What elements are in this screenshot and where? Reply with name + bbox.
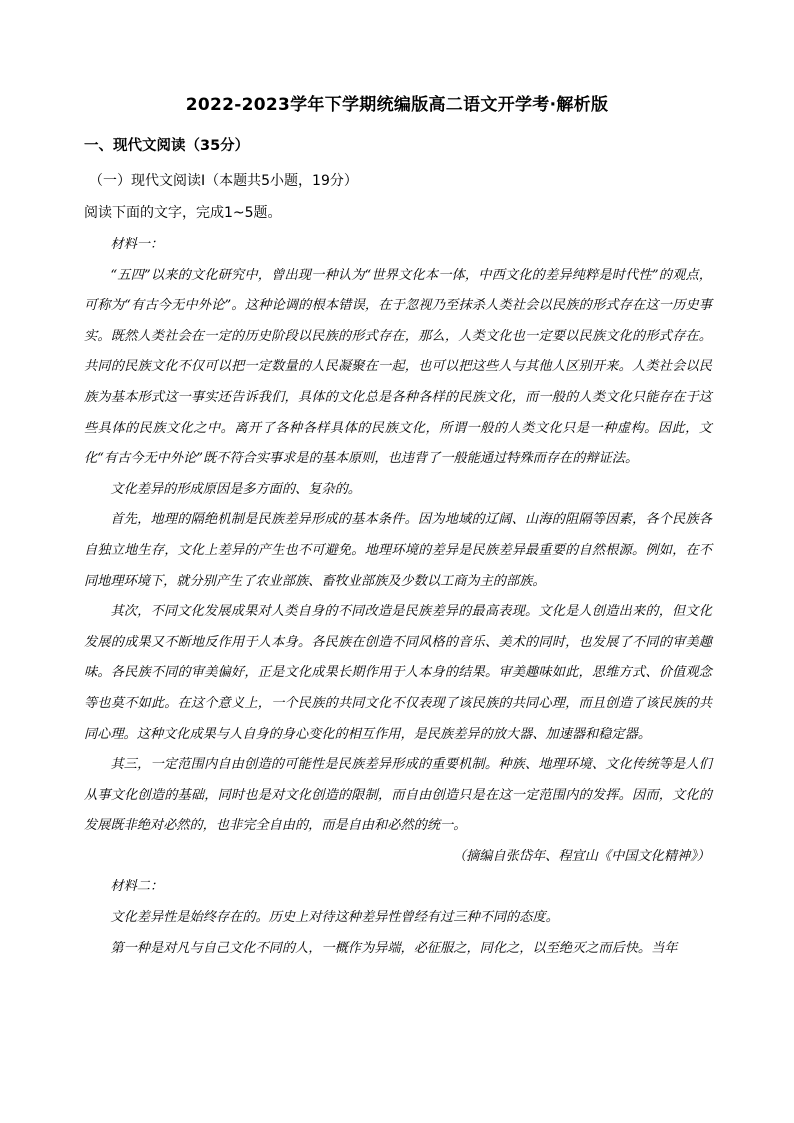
material-one-source: （摘编自张岱年、程宜山《中国文化精神》） [452,848,710,864]
material-two-paragraph-1: 文化差异性是始终存在的。历史上对待这种差异性曾经有过三种不同的态度。 [110,910,559,926]
reading-instruction: 阅读下面的文字，完成1~5题。 [84,205,282,221]
reading-passage [84,230,712,964]
material-one-paragraph-2: 文化差异的形成原因是多方面的、复杂的。 [110,481,361,497]
material-two-label: 材料二： [110,879,164,895]
material-one-paragraph-1: “五四”以来的文化研究中，曾出现一种认为“世界文化本一体，中西文化的差异纯粹是时代性”的观点，可称为“有古今无中外论”。这种论调的根本错误，在于忽视乃至抹杀人类社会以民族的形式存在这一历史事实。既然人类社会在一定的历史阶段以民族的形式存在，那么，人类文化也一定要以民族文化的形式存在。共同的民族文化不仅可以把一定数量的人民凝聚在一起，也可以把这些人与其他人区别开来。人类社会以民族为基本形式这一事实还告诉我们，具体的文化总是各种各样的民族文化，而一般的人类文化只能存在于这些具体的民族文化之中。离开了各种各样具体的民族文化，所谓一般的人类文化只是一种虚构。因此，文化“有古今无中外论”既不符合实事求是的基本原则，也违背了一般能通过特殊而存在的辩证法。 [84,267,712,467]
page-title: 2022-2023学年下学期统编版高二语文开学考·解析版 [185,95,609,115]
material-one-paragraph-4: 其次，不同文化发展成果对人类自身的不同改造是民族差异的最高表现。文化是人创造出来的，但文化发展的成果又不断地反作用于人本身。各民族在创造不同风格的音乐、美术的同时，也发展了不同的审美趣味。各民族不同的审美偏好，正是文化成果长期作用于人本身的结果。审美趣味如此，思维方式、价值观念等也莫不如此。在这个意义上，一个民族的共同文化不仅表现了该民族的共同心理，而且创造了该民族的共同心理。这种文化成果与人自身的身心变化的相互作用，是民族差异的放大器、加速器和稳定器。 [84,604,712,742]
sub-heading: （一）现代文阅读Ⅰ（本题共5小题，19分） [89,173,358,189]
material-one-label: 材料一： [110,237,164,252]
material-two-paragraph-2: 第一种是对凡与自己文化不同的人，一概作为异端，必征服之，同化之，以至绝灭之而后快。当年 [110,940,678,956]
material-one-paragraph-3: 首先，地理的隔绝机制是民族差异形成的基本条件。因为地域的辽阔、山海的阻隔等因素，各个民族各自独立地生存，文化上差异的产生也不可避免。地理环境的差异是民族差异最重要的自然根源。例如，在不同地理环境下，就分别产生了农业部族、畜牧业部族及少数以工商为主的部族。 [84,512,712,589]
material-one-paragraph-5: 其三，一定范围内自由创造的可能性是民族差异形成的重要机制。种族、地理环境、文化传统等是人们从事文化创造的基础，同时也是对文化创造的限制，而自由创造只是在这一定范围内的发挥。因而，文化的发展既非绝对必然的，也非完全自由的，而是自由和必然的统一。 [84,757,712,834]
section-heading: 一、现代文阅读（35分） [84,138,250,154]
